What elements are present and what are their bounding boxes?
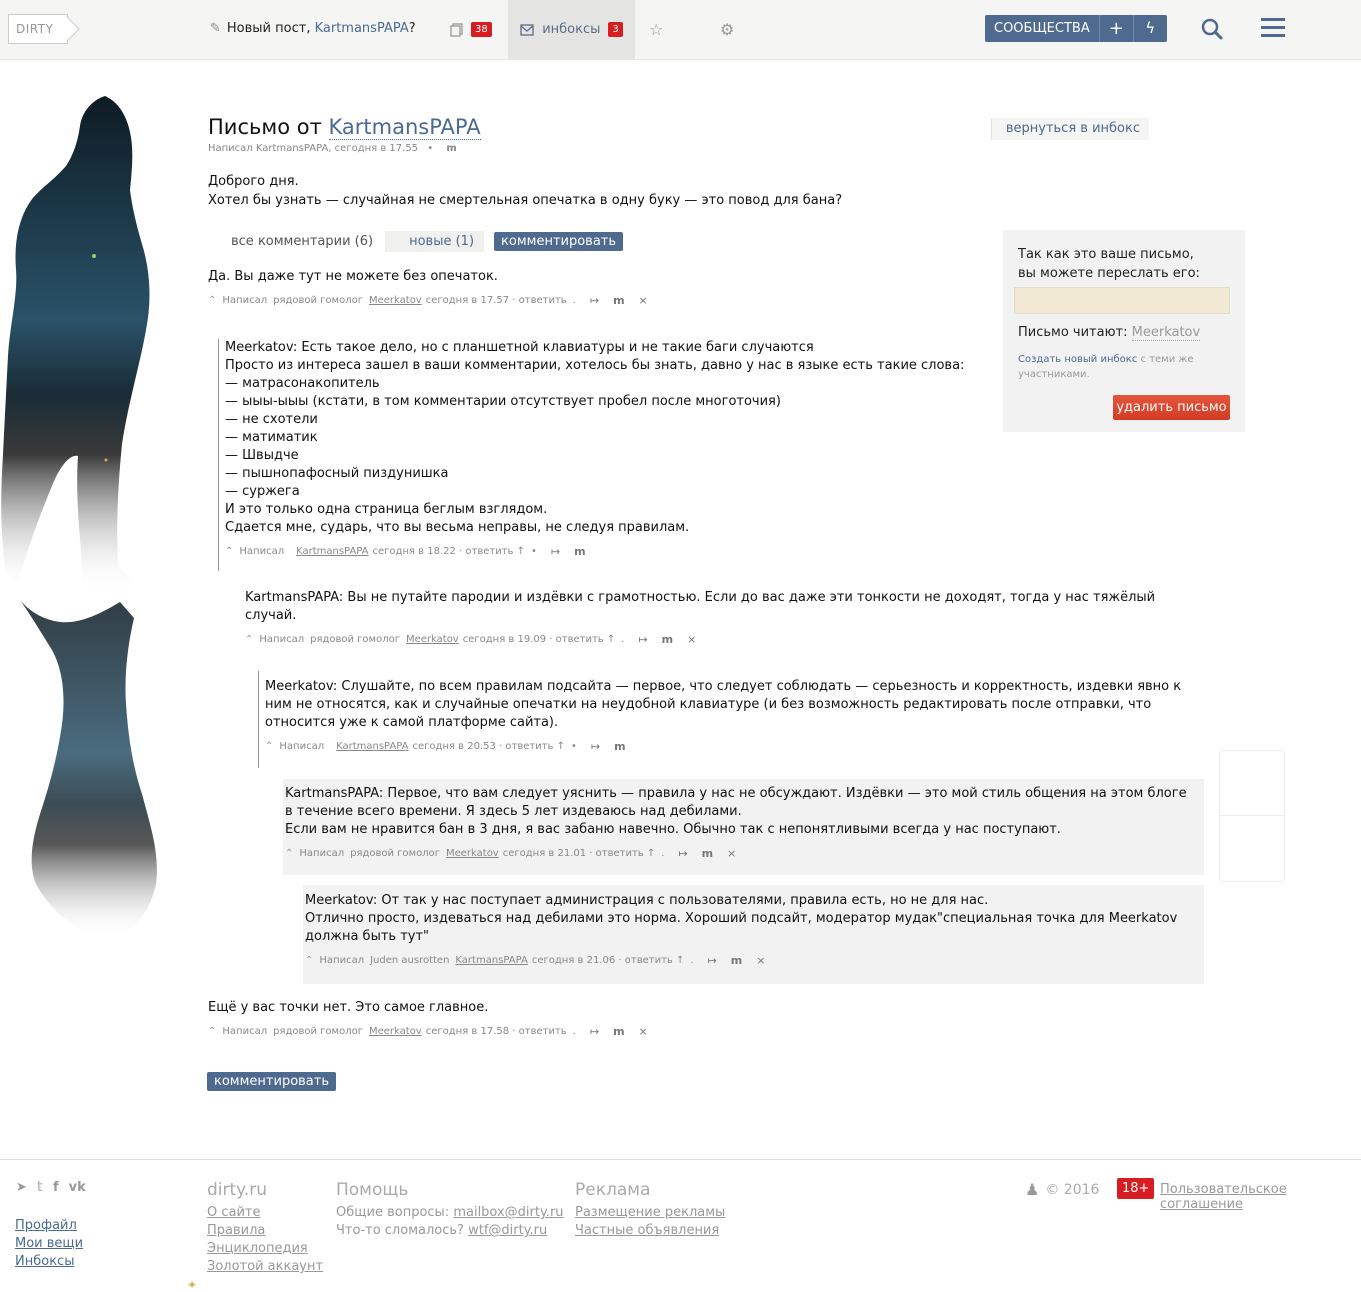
comment-meta bbox=[225, 543, 993, 561]
pencil-icon: ✎ bbox=[210, 21, 221, 36]
comment-meta bbox=[305, 952, 1204, 970]
help-broken-email[interactable]: wtf@dirty.ru bbox=[468, 1223, 548, 1238]
upvote-icon[interactable]: ⌃ bbox=[208, 295, 217, 306]
footer-link-gold[interactable]: Золотой аккаунт bbox=[207, 1259, 324, 1274]
new-post-label: Новый пост, bbox=[226, 21, 311, 36]
upvote-icon[interactable]: ⌃ bbox=[265, 741, 274, 752]
gear-icon: ⚙ bbox=[720, 20, 735, 39]
comment bbox=[258, 671, 1205, 768]
comment-button-top[interactable]: комментировать bbox=[494, 232, 623, 251]
comment-author-link[interactable]: Meerkatov bbox=[445, 848, 499, 859]
comment-rank: рядовой гомолог bbox=[273, 1026, 363, 1037]
m-icon[interactable]: m bbox=[730, 954, 743, 967]
silhouette-illustration bbox=[0, 94, 165, 944]
post-meta-user[interactable]: KartmansPAPA bbox=[255, 143, 329, 154]
help-general-email[interactable]: mailbox@dirty.ru bbox=[453, 1205, 564, 1220]
m-icon[interactable]: m bbox=[701, 847, 714, 860]
comment-written: Написал bbox=[299, 848, 345, 859]
m-icon[interactable]: m bbox=[574, 545, 586, 558]
m-icon[interactable]: m bbox=[614, 740, 626, 753]
reader-user[interactable]: Meerkatov bbox=[1131, 325, 1201, 340]
comment-text: Meerkatov: От так у нас поступает администрация с пользователями, правила есть, но не для нас. Отлично просто, издеваться над дебилами это норма. Хороший подсайт, модератор мудак"специальная точка для Meerkatov должна быть тут" bbox=[305, 893, 1178, 944]
back-to-inbox-button[interactable]: вернуться в инбокс bbox=[991, 118, 1149, 140]
communities-button[interactable]: СООБЩЕСТВА bbox=[985, 15, 1099, 42]
footer-link-encyclopedia[interactable]: Энциклопедия bbox=[207, 1241, 308, 1256]
footer-link-rules[interactable]: Правила bbox=[207, 1223, 266, 1238]
comment-text: Ещё у вас точки нет. Это самое главное. bbox=[208, 1000, 489, 1015]
user-agreement-link[interactable]: Пользовательское соглашение bbox=[1160, 1182, 1287, 1212]
telegram-icon[interactable]: ➤ bbox=[16, 1180, 27, 1195]
settings-button[interactable] bbox=[720, 0, 734, 59]
forward-input[interactable] bbox=[1014, 287, 1230, 314]
footer-user-links bbox=[15, 1217, 83, 1271]
comment-rank: рядовой гомолог bbox=[350, 848, 440, 859]
search-icon[interactable] bbox=[1200, 17, 1224, 41]
copyright bbox=[1025, 1180, 1099, 1199]
comment-meta bbox=[285, 845, 1204, 863]
letter-sidebar bbox=[1003, 230, 1245, 432]
footer-link-classifieds[interactable]: Частные объявления bbox=[575, 1223, 720, 1238]
footer-link-inboxes[interactable]: Инбоксы bbox=[15, 1254, 75, 1269]
footer-col-site-heading: dirty.ru bbox=[207, 1180, 267, 1200]
comment-dot: . bbox=[572, 1026, 576, 1037]
comment bbox=[283, 779, 1204, 875]
comment-time-reply[interactable]: сегодня в 20.53 · ответить ↑ bbox=[412, 741, 566, 752]
comment-time-reply[interactable]: сегодня в 19.09 · ответить ↑ bbox=[462, 634, 616, 645]
delete-letter-button[interactable]: удалить письмо bbox=[1113, 395, 1230, 420]
share-icon[interactable]: ↦ bbox=[590, 740, 601, 753]
comment bbox=[218, 339, 993, 571]
comment-written: Написал bbox=[222, 1026, 268, 1037]
footer-link-profile[interactable]: Профайл bbox=[15, 1218, 77, 1233]
help-broken-label: Что-то сломалось? bbox=[336, 1223, 464, 1238]
posts-badge: 38 bbox=[471, 22, 492, 37]
comment-written: Написал bbox=[222, 295, 268, 306]
post-meta-bullet: • bbox=[427, 143, 434, 154]
footer-col-ads bbox=[575, 1180, 725, 1240]
footer-col-help-heading: Помощь bbox=[336, 1180, 409, 1200]
comment-author-link[interactable]: KartmansPAPA bbox=[455, 955, 528, 966]
comment bbox=[245, 589, 1205, 649]
create-inbox-rest: с теми же участниками. bbox=[1018, 354, 1194, 380]
share-icon[interactable]: ↦ bbox=[678, 847, 688, 860]
comment-text: Meerkatov: Есть такое дело, но с планшетной клавиатуры и не такие баги случаются Просто из интереса зашел в ваши комментарии, хотелось бы знать, давно у нас в языке есть такие слова: — матрасонакопитель — ыыы-ыыы (кстати, в том комментарии отсутствует пробел после многоточия) — не схотели — матиматик — Швыдче — пышнопафосный пиздунишка — суржега И это только одна страница беглым взглядом. Сдается мне, сударь, что вы весьма неправы, не следуя правилам. bbox=[225, 340, 965, 535]
create-inbox-link[interactable]: Создать новый инбокс bbox=[1018, 354, 1138, 365]
comment-time-reply[interactable]: сегодня в 21.01 · ответить ↑ bbox=[502, 848, 656, 859]
communities-group bbox=[985, 15, 1167, 42]
upvote-icon[interactable]: ⌃ bbox=[285, 848, 294, 859]
comment-written: Написал bbox=[279, 741, 325, 752]
twitter-icon[interactable]: 𝕥 bbox=[36, 1180, 43, 1195]
upvote-icon[interactable]: ⌃ bbox=[305, 955, 314, 966]
new-post-prompt[interactable] bbox=[210, 21, 416, 36]
logo[interactable]: DIRTY bbox=[8, 14, 68, 44]
comment-rank: Juden ausrotten bbox=[370, 955, 450, 966]
forward-hint-1: Так как это ваше письмо, bbox=[1018, 247, 1194, 262]
tab-new-comments[interactable]: новые (1) bbox=[385, 231, 484, 252]
comment-time-reply[interactable]: сегодня в 18.22 · ответить ↑ bbox=[372, 546, 526, 557]
letter-body bbox=[208, 172, 842, 210]
comment-tabs bbox=[221, 231, 623, 252]
posts-button[interactable] bbox=[450, 0, 492, 59]
help-general-label: Общие вопросы: bbox=[336, 1205, 450, 1220]
footer-link-things[interactable]: Мои вещи bbox=[15, 1236, 84, 1251]
forward-hint-2: вы можете переслать его: bbox=[1018, 266, 1200, 281]
comment-text: Да. Вы даже тут не можете без опечаток. bbox=[208, 269, 498, 284]
menu-icon[interactable] bbox=[1261, 18, 1285, 38]
comment-time-reply[interactable]: сегодня в 17.57 · ответить bbox=[425, 295, 567, 306]
comment bbox=[303, 885, 1204, 984]
comment-written: Написал bbox=[259, 634, 305, 645]
side-widget bbox=[1219, 750, 1285, 882]
comment-dot: • bbox=[571, 741, 577, 752]
tab-inboxes[interactable] bbox=[508, 0, 635, 59]
comment-dot: . bbox=[661, 848, 665, 859]
comment-author-link[interactable]: Meerkatov bbox=[368, 1026, 422, 1037]
comment-text: Meerkatov: Слушайте, по всем правилам подсайта — первое, что следует соблюдать — серьезность и корректность, издевки явно к ним не относятся, как и случайные опечатки на неудобной клавиатуре (и без возможность редактировать после отправки, что относится уже к самой платформе сайта). bbox=[265, 679, 1182, 730]
close-icon[interactable]: × bbox=[756, 954, 766, 967]
posts-icon bbox=[450, 23, 463, 37]
comment-text: KartmansPAPA: Вы не путайте пародии и издёвки с грамотностью. Если до вас даже эти тонкости не доходят, тогда у нас тяжёлый случай. bbox=[245, 590, 1156, 623]
bird-icon: ♟ bbox=[1025, 1180, 1040, 1199]
m-icon[interactable]: m bbox=[661, 633, 674, 646]
comment-time-reply[interactable]: сегодня в 17.58 · ответить bbox=[425, 1026, 567, 1037]
title-prefix: Письмо от bbox=[208, 115, 322, 139]
footer-link-ad-placement[interactable]: Размещение рекламы bbox=[575, 1205, 726, 1220]
footer-link-about[interactable]: О сайте bbox=[207, 1205, 261, 1220]
post-meta-time: , сегодня в 17.55 bbox=[328, 143, 419, 154]
share-icon[interactable]: ↦ bbox=[638, 633, 648, 646]
share-icon[interactable]: ↦ bbox=[589, 294, 600, 307]
share-icon[interactable]: ↦ bbox=[707, 954, 717, 967]
comment-meta bbox=[208, 292, 988, 310]
comment-rank: рядовой гомолог bbox=[310, 634, 400, 645]
post-meta bbox=[208, 143, 457, 154]
new-post-suffix: ? bbox=[408, 21, 416, 36]
title-user-link[interactable]: KartmansPAPA bbox=[328, 115, 481, 139]
comment-time-reply[interactable]: сегодня в 21.06 · ответить ↑ bbox=[531, 955, 685, 966]
m-icon[interactable]: m bbox=[613, 1025, 625, 1038]
post-meta-written: Написал bbox=[208, 143, 253, 154]
footer-col-help bbox=[336, 1180, 564, 1240]
inbox-label: инбоксы bbox=[542, 22, 601, 37]
comment-meta bbox=[265, 738, 1205, 756]
page-title bbox=[208, 115, 481, 139]
favorites-button[interactable] bbox=[649, 0, 663, 59]
comment-rank: рядовой гомолог bbox=[273, 295, 363, 306]
wings-icon: ✦ bbox=[187, 1278, 198, 1292]
upvote-icon[interactable]: ⌃ bbox=[208, 1026, 217, 1037]
close-icon[interactable]: × bbox=[727, 847, 737, 860]
inbox-badge: 3 bbox=[608, 22, 622, 37]
lightning-icon[interactable]: ϟ bbox=[1133, 15, 1167, 42]
age-badge: 18+ bbox=[1117, 1178, 1154, 1199]
mail-icon bbox=[520, 24, 534, 36]
close-icon[interactable]: × bbox=[687, 633, 697, 646]
readers-label: Письмо читают: bbox=[1018, 325, 1128, 340]
upvote-icon[interactable]: ⌃ bbox=[245, 634, 254, 645]
comment-author-link[interactable]: Meerkatov bbox=[368, 295, 422, 306]
m-icon[interactable]: m bbox=[613, 294, 625, 307]
copyright-text: © 2016 bbox=[1045, 1181, 1100, 1198]
facebook-icon[interactable]: f bbox=[52, 1180, 59, 1195]
top-header bbox=[0, 0, 1361, 60]
letter-line-1: Доброго дня. bbox=[208, 174, 299, 189]
post-m-icon[interactable]: m bbox=[446, 143, 457, 154]
readers bbox=[1018, 325, 1200, 340]
comment-dot: • bbox=[531, 546, 537, 557]
comment bbox=[208, 999, 988, 1041]
social-links bbox=[16, 1180, 86, 1195]
footer-col-site bbox=[187, 1180, 324, 1292]
comment-text: KartmansPAPA: Первое, что вам следует уяснить — правила у нас не обсуждают. Издёвки — это мой стиль общения на этом блоге в течение всего времени. Я здесь 5 лет издеваюсь над дебилами. Если вам не нравится бан в 3 дня, я вас забаню навечно. Обычно так с непонятливыми всегда у нас поступают. bbox=[285, 786, 1187, 837]
comment-written: Написал bbox=[239, 546, 285, 557]
comment-written: Написал bbox=[319, 955, 365, 966]
share-icon[interactable]: ↦ bbox=[550, 545, 561, 558]
comment-meta bbox=[208, 1023, 988, 1041]
footer bbox=[0, 1159, 1361, 1290]
comment bbox=[208, 268, 988, 310]
comment-author-link[interactable]: KartmansPAPA bbox=[336, 741, 409, 752]
close-icon[interactable]: × bbox=[638, 1025, 648, 1038]
add-icon[interactable]: + bbox=[1099, 15, 1133, 42]
comment-dot: . bbox=[572, 295, 576, 306]
letter-line-2: Хотел бы узнать — случайная не смертельная опечатка в одну буку — это повод для бана? bbox=[208, 193, 843, 208]
comment-meta bbox=[245, 631, 1205, 649]
tab-all-comments[interactable]: все комментарии (6) bbox=[231, 234, 374, 249]
footer-col-ads-heading: Реклама bbox=[575, 1180, 651, 1200]
comment-dot: . bbox=[621, 634, 625, 645]
comment-author-link[interactable]: KartmansPAPA bbox=[296, 546, 369, 557]
comment-dot: . bbox=[690, 955, 694, 966]
upvote-icon[interactable]: ⌃ bbox=[225, 546, 234, 557]
comment-button-bottom[interactable]: комментировать bbox=[207, 1072, 336, 1091]
comment-author-link[interactable]: Meerkatov bbox=[405, 634, 459, 645]
share-icon[interactable]: ↦ bbox=[589, 1025, 600, 1038]
new-post-user-link[interactable]: KartmansPAPA bbox=[314, 21, 409, 36]
close-icon[interactable]: × bbox=[638, 294, 648, 307]
vk-icon[interactable]: vk bbox=[68, 1180, 86, 1195]
forward-hint bbox=[1018, 245, 1230, 283]
create-inbox-hint bbox=[1018, 352, 1218, 382]
star-icon: ☆ bbox=[649, 20, 664, 39]
